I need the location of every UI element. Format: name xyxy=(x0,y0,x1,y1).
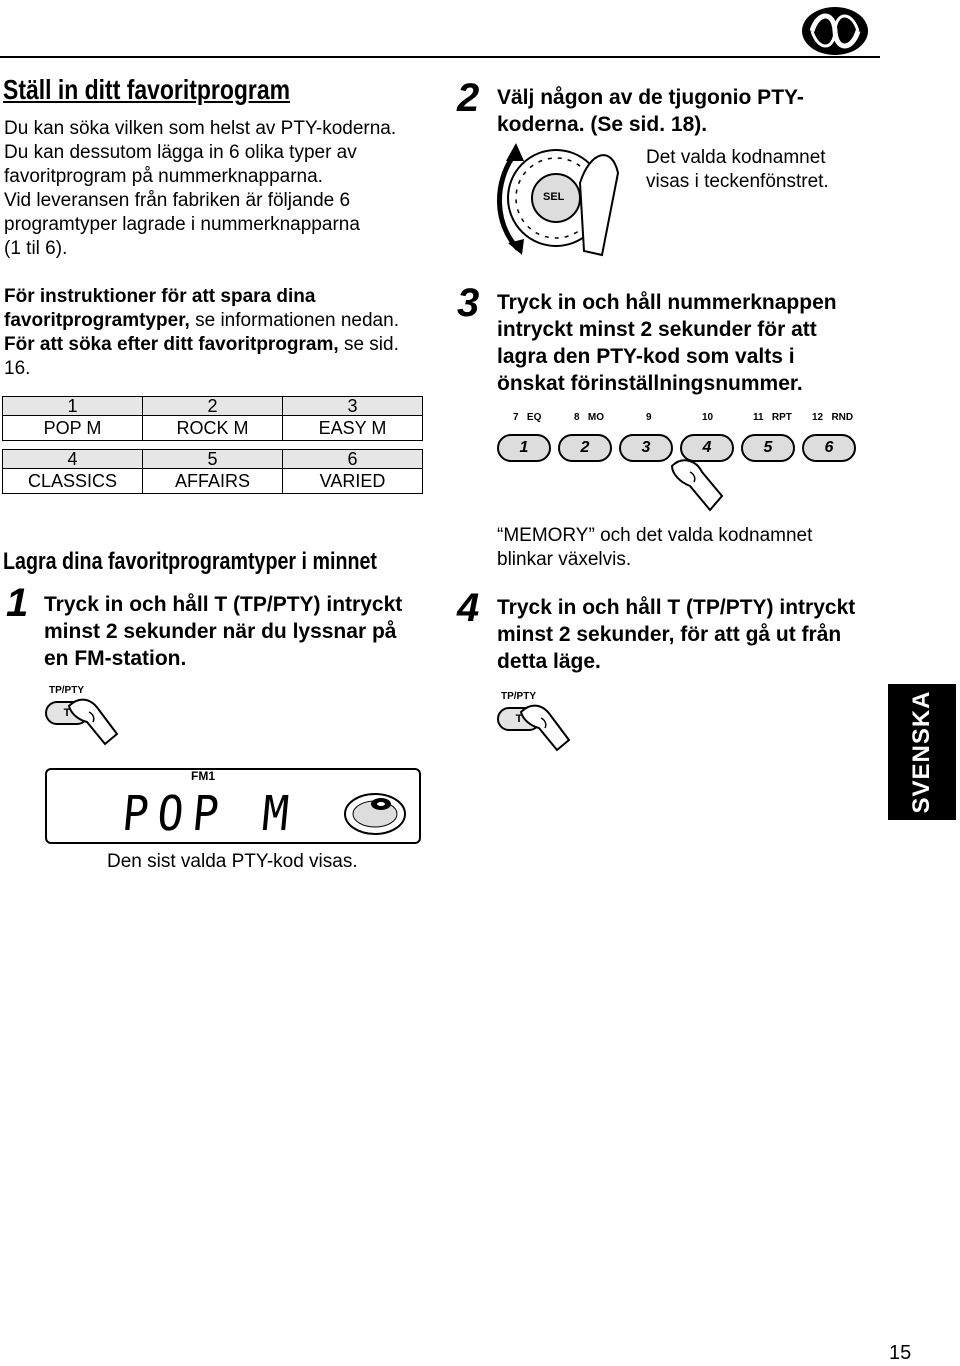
preset-button-1[interactable]: 1 xyxy=(497,434,551,462)
step-number-1: 1 xyxy=(6,581,29,625)
page-number: 15 xyxy=(889,1342,912,1364)
step-4-text: Tryck in och håll T (TP/PTY) intryckt minst 2 sekunder, för att gå ut från detta läge. xyxy=(497,596,856,673)
preset-button-3[interactable]: 3 xyxy=(619,434,673,462)
key-secondary-label: 11 RPT xyxy=(753,412,792,423)
tp-pty-button[interactable]: T xyxy=(497,707,541,731)
preset-pty: POP M xyxy=(3,416,143,441)
intro-line: (1 til 6). xyxy=(4,238,68,259)
subheading: Lagra dina favoritprogramtyper i minnet xyxy=(3,548,377,575)
preset-number: 2 xyxy=(143,397,283,416)
preset-button-2[interactable]: 2 xyxy=(558,434,612,462)
intro-line: Du kan söka vilken som helst av PTY-koderna. xyxy=(4,118,397,139)
intro-line: Du kan dessutom lägga in 6 olika typer av xyxy=(4,142,357,163)
key-secondary-label: 8 MO xyxy=(574,412,605,423)
lcd-display xyxy=(45,768,421,844)
preset-pty: EASY M xyxy=(283,416,423,441)
intro-line: favoritprogram på nummerknapparna. xyxy=(4,166,323,187)
preset-button-4[interactable]: 4 xyxy=(680,434,734,462)
preset-number: 6 xyxy=(283,450,423,469)
key-secondary-label: 9 xyxy=(646,412,652,423)
instr-plain-1: se informationen nedan. xyxy=(189,310,399,331)
sel-label: SEL xyxy=(543,191,565,203)
step-1-text: Tryck in och håll T (TP/PTY) intryckt minst 2 sekunder när du lyssnar på en FM-station. xyxy=(44,593,403,670)
step-3-text: Tryck in och håll nummerknappen intryckt minst 2 sekunder för att lagra den PTY-kod som valts i önskat förinställningsnummer. xyxy=(497,291,837,395)
pressing-finger-icon xyxy=(65,692,125,752)
instr-bold-1: För instruktioner för att spara dina favoritprogramtyper, xyxy=(4,286,316,331)
key-secondary-label: 7 EQ xyxy=(513,412,542,423)
section-heading: Ställ in ditt favoritprogram xyxy=(3,74,291,105)
step-number-4: 4 xyxy=(457,586,480,630)
preset-button-5[interactable]: 5 xyxy=(741,434,795,462)
preset-button-6[interactable]: 6 xyxy=(802,434,856,462)
intro-line: programtyper lagrade i nummerknapparna xyxy=(4,214,360,235)
step-number-2: 2 xyxy=(457,76,480,120)
preset-pty: AFFAIRS xyxy=(143,469,283,494)
language-tab xyxy=(888,684,956,820)
memory-note: “MEMORY” och det valda kodnamnet blinkar växelvis. xyxy=(497,525,813,570)
instr-plain-2: se sid. 16. xyxy=(4,334,399,379)
pty-preset-table xyxy=(2,396,423,494)
step-2-note: Det valda kodnamnet visas i teckenfönstret. xyxy=(646,147,829,192)
preset-number: 3 xyxy=(283,397,423,416)
pressing-finger-icon xyxy=(517,698,577,758)
header-rule xyxy=(0,55,880,59)
lcd-text: POP M xyxy=(119,786,301,842)
step-2-text: Välj någon av de tjugonio PTY-koderna. (Se sid. 18). xyxy=(497,86,804,136)
intro-line: Vid leveransen från fabriken är följande 6 xyxy=(4,190,351,211)
tp-pty-label: TP/PTY xyxy=(501,691,537,702)
lcd-band: FM1 xyxy=(191,769,215,783)
preset-number: 1 xyxy=(3,397,143,416)
language-tab-label: SVENSKA xyxy=(908,690,935,814)
step-number-3: 3 xyxy=(457,281,480,325)
preset-number: 5 xyxy=(143,450,283,469)
preset-pty: VARIED xyxy=(283,469,423,494)
preset-pty: ROCK M xyxy=(143,416,283,441)
header-logo-icon xyxy=(800,5,870,57)
preset-pty: CLASSICS xyxy=(3,469,143,494)
intro-text xyxy=(4,117,424,261)
tp-pty-button[interactable]: T xyxy=(45,701,89,725)
disc-icon xyxy=(343,790,413,836)
sel-dial-icon xyxy=(494,143,624,268)
key-secondary-label: 12 RND xyxy=(812,412,854,423)
tp-pty-label: TP/PTY xyxy=(49,685,85,696)
instr-bold-2: För att söka efter ditt favoritprogram, xyxy=(4,334,339,355)
instructions-text xyxy=(4,285,419,381)
display-caption: Den sist valda PTY-kod visas. xyxy=(107,851,358,872)
key-secondary-label: 10 xyxy=(702,412,714,423)
preset-number: 4 xyxy=(3,450,143,469)
pressing-finger-icon xyxy=(664,456,734,514)
